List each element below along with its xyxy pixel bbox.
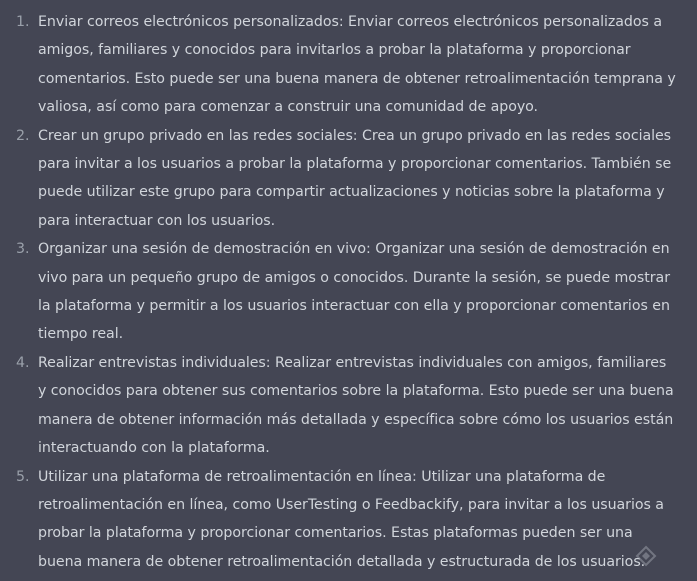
chat-response — [0, 8, 697, 576]
list-item — [0, 8, 697, 122]
list-item-text: Utilizar una plataforma de retroalimentación en línea: Utilizar una plataforma de retroalimentación en línea, como UserTesting o Feedbackify, para invitar a los usuarios a probar la plataforma y proporcionar comentarios. Estas plataformas pueden ser una buena manera de obtener retroalimentación detallada y estructurada de los usuarios. — [38, 468, 664, 570]
list-item-text: Crear un grupo privado en las redes sociales: Crea un grupo privado en las redes sociales para invitar a los usuarios a probar la plataforma y proporcionar comentarios. También se puede utilizar este grupo para compartir actualizaciones y noticias sobre la plataforma y para interactuar con los usuarios. — [38, 127, 672, 229]
list-item — [0, 122, 697, 236]
list-item-number: 5. — [16, 468, 30, 485]
list-item — [0, 235, 697, 349]
ordered-list — [0, 8, 697, 576]
watermark-logo-icon — [635, 545, 657, 567]
list-item-number: 2. — [16, 127, 30, 144]
list-item-number: 4. — [16, 354, 30, 371]
list-item — [0, 463, 697, 577]
list-item-text: Organizar una sesión de demostración en vivo: Organizar una sesión de demostración en vivo para un pequeño grupo de amigos o conocidos. Durante la sesión, se puede mostrar la plataforma y permitir a los usuarios interactuar con ella y proporcionar comentarios en tiempo real. — [38, 241, 670, 343]
list-item — [0, 349, 697, 463]
list-item-number: 1. — [16, 14, 30, 30]
list-item-number: 3. — [16, 241, 30, 258]
list-item-text: Enviar correos electrónicos personalizados: Enviar correos electrónicos personalizados a amigos, familiares y conocidos para invitarlos a probar la plataforma y proporcionar comentarios. Esto puede ser una buena manera de obtener retroalimentación temprana y valiosa, así como para comenzar a construir una comunidad de apoyo. — [38, 14, 676, 116]
list-item-text: Realizar entrevistas individuales: Realizar entrevistas individuales con amigos, familiares y conocidos para obtener sus comentarios sobre la plataforma. Esto puede ser una buena manera de obtener información más detallada y específica sobre cómo los usuarios están interactuando con la plataforma. — [38, 354, 674, 457]
